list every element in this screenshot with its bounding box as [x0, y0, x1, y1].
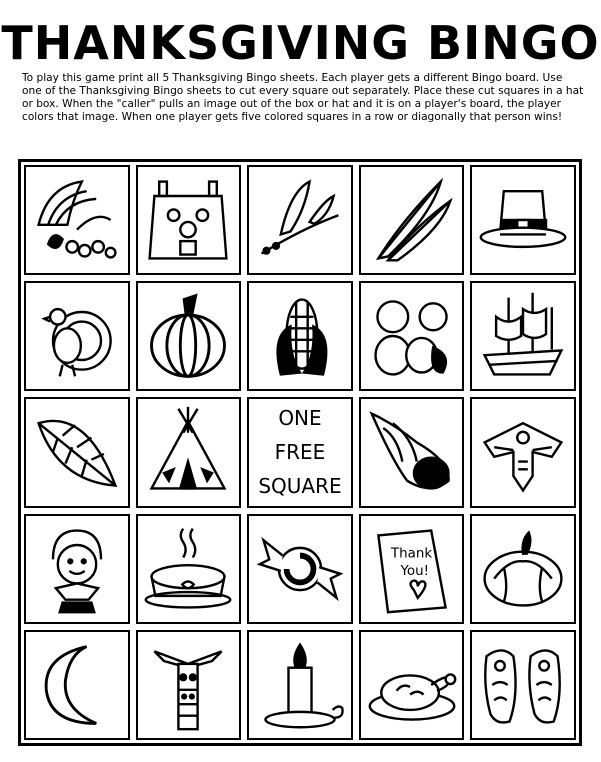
bingo-square[interactable] — [470, 397, 576, 507]
bingo-square[interactable] — [247, 630, 353, 740]
moon-icon — [29, 637, 125, 733]
bingo-board — [18, 159, 582, 746]
free-square-line: ONE — [278, 406, 322, 431]
free-square-line: SQUARE — [258, 474, 342, 499]
cornucopia-icon — [364, 404, 460, 500]
leaf-icon — [29, 404, 125, 500]
feather-headdress-icon — [252, 172, 348, 268]
bingo-square[interactable] — [24, 514, 130, 624]
corn-icon — [252, 288, 348, 384]
bingo-square[interactable] — [359, 630, 465, 740]
moccasins-icon — [475, 637, 571, 733]
bingo-square[interactable] — [470, 630, 576, 740]
bingo-square[interactable] — [470, 165, 576, 275]
gourds-icon — [364, 288, 460, 384]
card-text: Thank — [390, 546, 432, 562]
bingo-square[interactable] — [136, 630, 242, 740]
pilgrim-hat-icon — [475, 172, 571, 268]
bingo-square[interactable] — [470, 514, 576, 624]
mayflower-ship-icon — [475, 288, 571, 384]
bingo-square[interactable] — [470, 281, 576, 391]
card-text: You! — [400, 563, 429, 579]
pumpkin-icon — [140, 288, 236, 384]
bingo-square[interactable] — [359, 281, 465, 391]
teepee-icon — [140, 404, 236, 500]
free-square-text — [258, 401, 341, 503]
thank-you-card-icon — [364, 521, 460, 617]
totem-pole-icon — [140, 637, 236, 733]
free-square[interactable] — [247, 397, 353, 507]
turkey-icon — [29, 288, 125, 384]
bingo-square[interactable] — [247, 165, 353, 275]
feast-table-icon — [140, 172, 236, 268]
bingo-square[interactable] — [136, 397, 242, 507]
bingo-square[interactable] — [247, 514, 353, 624]
bingo-square[interactable] — [359, 165, 465, 275]
pie-icon — [140, 521, 236, 617]
thunderbird-icon — [475, 404, 571, 500]
bingo-square[interactable] — [136, 165, 242, 275]
candle-icon — [252, 637, 348, 733]
candy-icon — [252, 521, 348, 617]
bingo-square[interactable] — [24, 281, 130, 391]
bingo-square[interactable] — [136, 514, 242, 624]
instructions-text: To play this game print all 5 Thanksgiving Bingo sheets. Each player gets a different Bingo board. Use one of the Thanksgiving Bingo sheets to cut every square out separately. Place these cut squares in a hat or box. When the "caller" pulls an image out of the box or hat and it is on a player's board, the player colors that image. When one player gets five colored squares in a row or diagonally that person wins! — [22, 72, 584, 123]
bingo-square[interactable] — [136, 281, 242, 391]
roast-turkey-icon — [364, 637, 460, 733]
feathers-icon — [364, 172, 460, 268]
bingo-square[interactable] — [247, 281, 353, 391]
bingo-square[interactable] — [24, 630, 130, 740]
bingo-square[interactable] — [24, 165, 130, 275]
harvest-basket-icon — [29, 172, 125, 268]
free-square-line: FREE — [274, 440, 326, 465]
bingo-square[interactable] — [359, 514, 465, 624]
bingo-square[interactable] — [24, 397, 130, 507]
pilgrim-girl-icon — [29, 521, 125, 617]
page-title: THANKSGIVING BINGO — [1, 16, 600, 70]
squash-icon — [475, 521, 571, 617]
bingo-square[interactable] — [359, 397, 465, 507]
